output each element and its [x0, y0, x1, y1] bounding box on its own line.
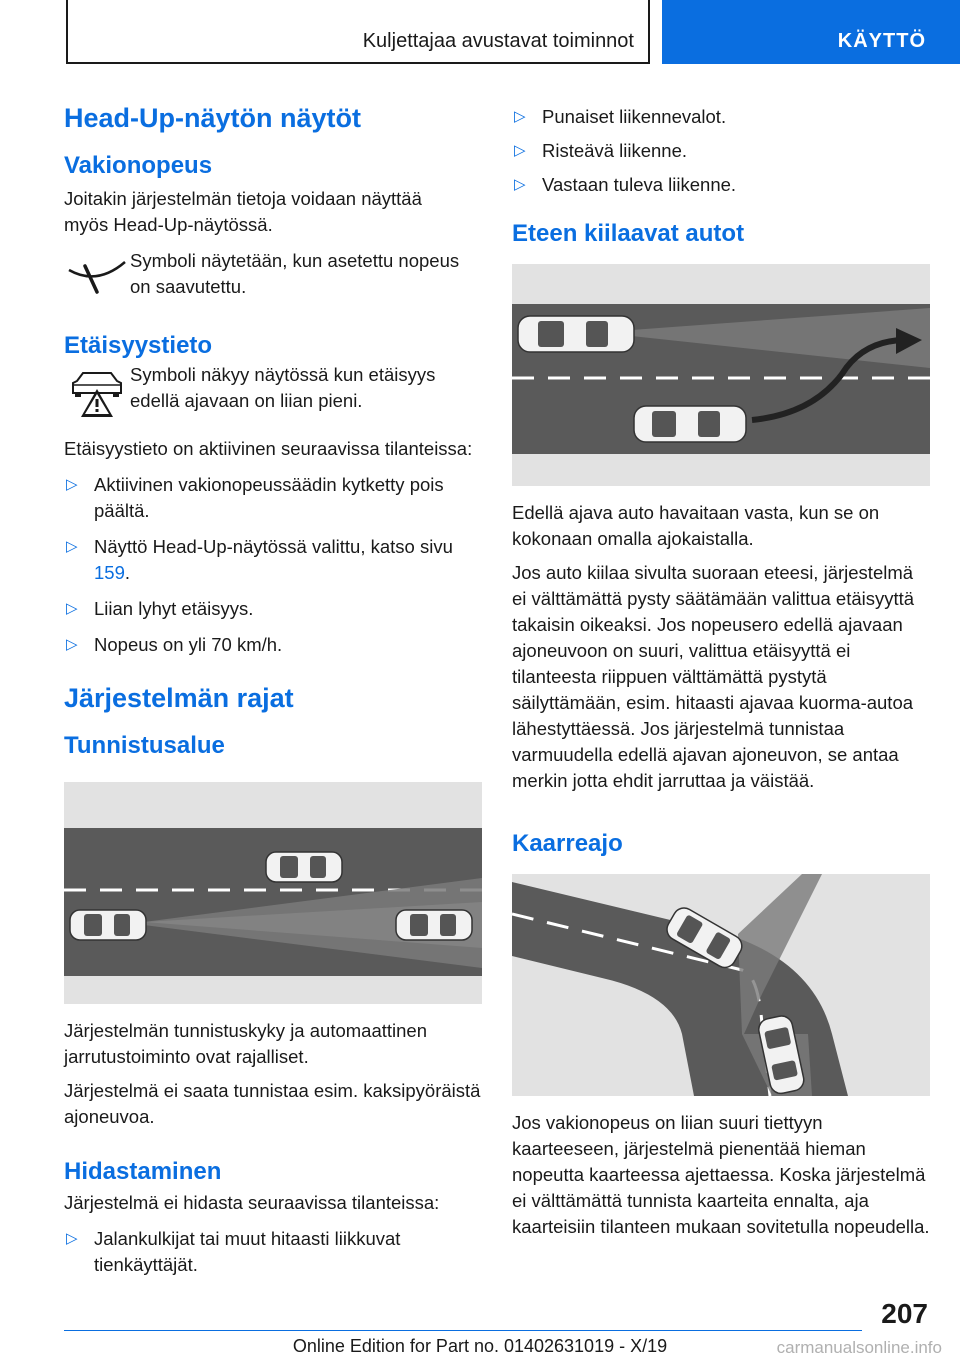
vakionopeus-text: Joitakin järjestelmän tietoja voidaan näyttää myös Head-Up-näytössä. [64, 188, 422, 235]
tunnistus-text-2: Järjestelmä ei saata tunnistaa esim. kaksipyöräistä ajoneuvoa. [64, 1080, 481, 1127]
page-number: 207 [881, 1298, 928, 1329]
heading-kaarreajo: Kaarreajo [512, 830, 623, 857]
left-column [64, 100, 482, 1288]
kiilaavat-text-2: Jos auto kiilaa sivulta suoraan eteesi, järjestelmä ei välttämättä pysty säätämään valittua etäisyyttä takaisin oikeaksi. Jos nopeusero edellä ajavaan ajoneuvoon on suuri, valittua etäisyyttä ei tilanteesta riippuen välttämättä pystytä säilyttämään, esim. hitaasti ajavaa kuorma-autoa lähestyttäessä. Jos järjestelmä tunnistaa varmuudella edellä ajavan ajoneuvon, se antaa merkin jotta ehdit jarruttaa ja väistää. [512, 562, 915, 791]
list-item: ▷ Liian lyhyt etäisyys. [64, 596, 482, 622]
distance-bullet-list [64, 472, 482, 658]
bullet-triangle-icon: ▷ [66, 636, 78, 653]
bullet-triangle-icon: ▷ [66, 538, 78, 555]
detection-range-figure [64, 782, 482, 1004]
distance-warning-icon [64, 362, 130, 424]
speedometer-needle-icon [64, 248, 130, 304]
list-item: ▷ Näyttö Head-Up-näytössä valittu, katso sivu 159. [66, 536, 453, 583]
distance-intro: Etäisyystieto on aktiivinen seuraavissa tilanteissa: [64, 438, 473, 459]
header-chapter-box [66, 0, 650, 64]
speed-icon-text: Symboli näytetään, kun asetettu nopeus on saavutettu. [130, 250, 460, 297]
cut-in-vehicle-figure [512, 264, 930, 486]
heading-eteen-kiilaavat-autot: Eteen kiilaavat autot [512, 220, 745, 247]
footer-edition: Online Edition for Part no. 01402631019 - X/19 [292, 1336, 668, 1356]
curve-driving-figure [512, 874, 930, 1096]
right-column [512, 104, 930, 1240]
footer-watermark: carmanualsonline.info [776, 1338, 942, 1357]
heading-hidastaminen: Hidastaminen [64, 1158, 222, 1185]
list-item: ▷ Risteävä liikenne. [512, 138, 930, 164]
bullet-triangle-icon: ▷ [66, 600, 78, 617]
header-section-tab[interactable] [662, 0, 960, 64]
heading-tunnistusalue: Tunnistusalue [64, 732, 225, 759]
list-item: ▷ Vastaan tuleva liikenne. [512, 172, 930, 198]
distance-icon-row [64, 362, 482, 424]
bullet-triangle-icon: ▷ [514, 142, 526, 159]
kaarreajo-text: Jos vakionopeus on liian suuri tiettyyn kaarteeseen, järjestelmä pienentää hieman nopeutta kaarteessa ajettaessa. Koska järjestelmä ei välttämättä tunnista kaarteita ennalta, aja kaarteisiin tilanteen mukaan sovitetulla nopeudella. [512, 1112, 930, 1237]
distance-icon-text: Symboli näkyy näytössä kun etäisyys edellä ajavaan on liian pieni. [130, 364, 436, 411]
bullet-triangle-icon: ▷ [514, 108, 526, 125]
chapter-title: Kuljettajaa avustavat toiminnot [362, 30, 634, 52]
kiilaavat-text-1: Edellä ajava auto havaitaan vasta, kun se on kokonaan omalla ajokaistalla. [512, 502, 880, 549]
list-item: ▷ Punaiset liikennevalot. [512, 104, 930, 130]
hidastaminen-bullet-list [64, 1226, 482, 1278]
heading-vakionopeus: Vakionopeus [64, 152, 213, 179]
hidastaminen-intro: Järjestelmä ei hidasta seuraavissa tilanteissa: [64, 1192, 440, 1213]
section-label: KÄYTTÖ [837, 30, 926, 52]
footer-divider [64, 1330, 862, 1331]
tunnistus-text-1: Järjestelmän tunnistuskyky ja automaattinen jarrutustoiminto ovat rajalliset. [64, 1020, 427, 1067]
hidastaminen-bullet-list-continued [512, 104, 930, 198]
list-item: ▷ Nopeus on yli 70 km/h. [64, 632, 482, 658]
bullet-triangle-icon: ▷ [514, 176, 526, 193]
heading-etaisyystieto: Etäisyystieto [64, 332, 213, 359]
bullet-triangle-icon: ▷ [66, 476, 78, 493]
list-item: ▷ Aktiivinen vakionopeussäädin kytketty pois päältä. [66, 474, 444, 521]
page-title: Head-Up-näytön näytöt [64, 103, 361, 133]
speed-icon-row [64, 248, 482, 304]
page-reference-link[interactable]: 159 [94, 562, 125, 583]
heading-jarjestelman-rajat: Järjestelmän rajat [64, 683, 294, 713]
list-item: ▷ Jalankulkijat tai muut hitaasti liikkuvat tienkäyttäjät. [66, 1228, 401, 1275]
bullet-triangle-icon: ▷ [66, 1230, 78, 1247]
